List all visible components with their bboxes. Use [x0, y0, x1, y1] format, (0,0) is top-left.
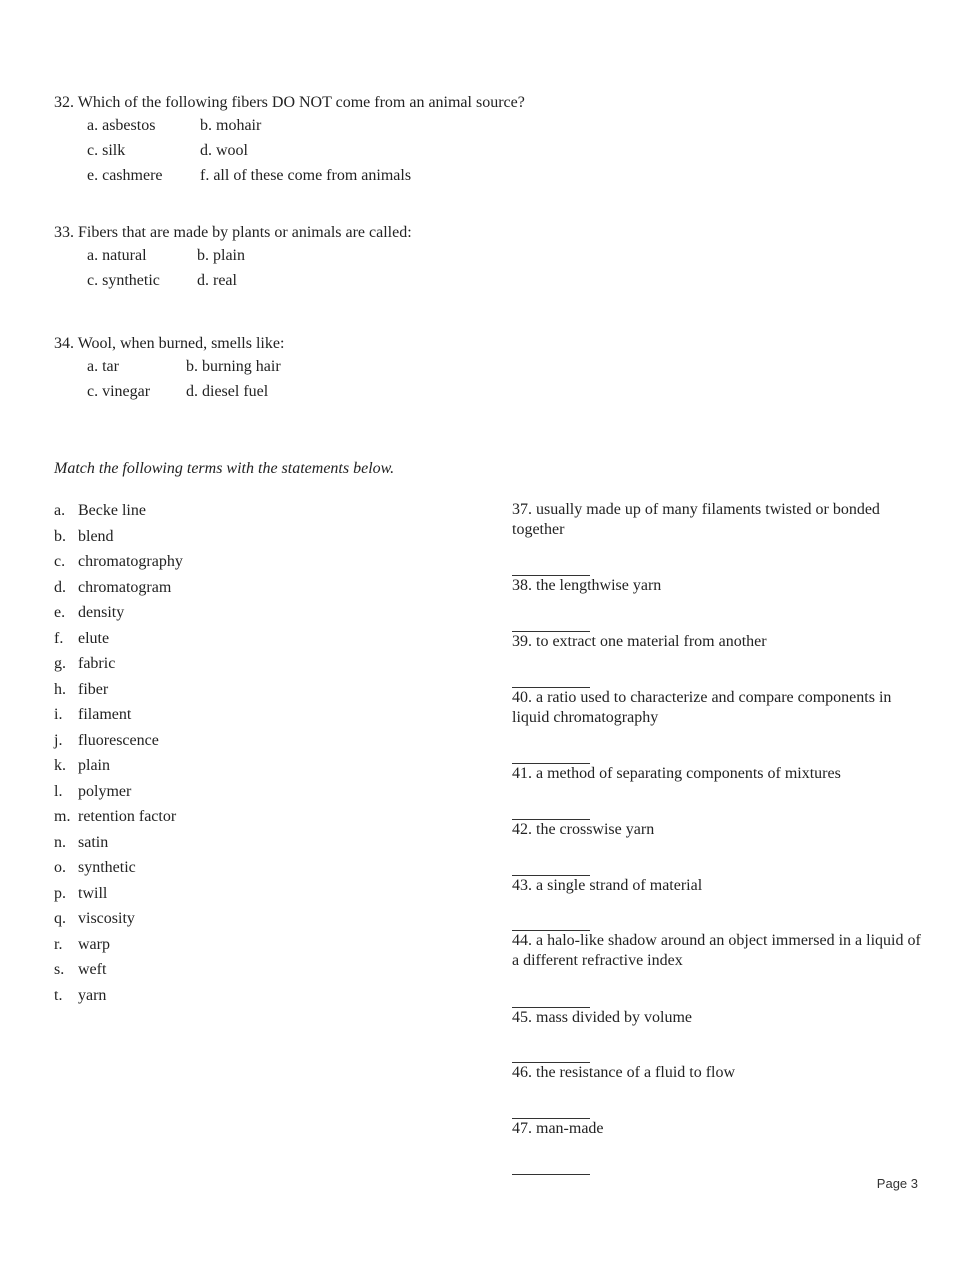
- statement-text: 40. a ratio used to characterize and compare components in liquid chromatography: [512, 688, 892, 726]
- term-item: [54, 779, 183, 805]
- statements-list: [512, 500, 922, 1175]
- term-word: viscosity: [78, 910, 135, 927]
- term-item: [54, 753, 183, 779]
- statement-item: [512, 500, 922, 576]
- term-letter: g.: [54, 655, 66, 672]
- option-d: d. diesel fuel: [186, 383, 269, 400]
- option-d: d. real: [197, 272, 237, 289]
- term-item: [54, 804, 183, 830]
- term-word: chromatography: [78, 553, 183, 570]
- term-letter: q.: [54, 910, 66, 927]
- term-item: [54, 549, 183, 575]
- term-letter: r.: [54, 935, 63, 953]
- option-b: b. mohair: [200, 117, 262, 134]
- term-word: filament: [78, 706, 132, 723]
- option-b: b. plain: [197, 247, 245, 264]
- statement-text: 38. the lengthwise yarn: [512, 577, 662, 595]
- term-item: [54, 575, 183, 601]
- statement-item: [512, 764, 922, 820]
- answer-options: [87, 243, 412, 293]
- question-33: [54, 223, 412, 293]
- term-word: satin: [78, 833, 109, 851]
- term-letter: i.: [54, 706, 63, 723]
- term-letter: o.: [54, 859, 66, 876]
- term-item: [54, 498, 183, 524]
- term-letter: j.: [54, 731, 63, 749]
- term-item: [54, 957, 183, 983]
- term-word: fiber: [78, 680, 109, 698]
- term-word: Becke line: [78, 502, 146, 519]
- term-word: chromatogram: [78, 578, 172, 596]
- term-word: synthetic: [78, 859, 136, 876]
- option-f: f. all of these come from animals: [200, 167, 412, 184]
- term-letter: p.: [54, 884, 66, 902]
- term-letter: t.: [54, 986, 63, 1004]
- term-item: [54, 881, 183, 907]
- term-item: [54, 677, 183, 703]
- option-a: a. tar: [87, 358, 119, 375]
- question-34: [54, 334, 284, 404]
- option-d: d. wool: [200, 142, 248, 159]
- statement-item: [512, 632, 922, 688]
- term-letter: f.: [54, 629, 64, 647]
- term-item: [54, 600, 183, 626]
- statement-item: [512, 1119, 922, 1175]
- term-letter: n.: [54, 833, 66, 851]
- term-item: [54, 524, 183, 550]
- term-word: density: [78, 604, 125, 621]
- statement-item: [512, 1008, 922, 1064]
- term-letter: h.: [54, 680, 66, 698]
- term-letter: e.: [54, 604, 66, 621]
- term-letter: k.: [54, 757, 66, 774]
- term-word: retention factor: [78, 808, 177, 825]
- statement-text: 45. mass divided by volume: [512, 1008, 692, 1026]
- term-word: fluorescence: [78, 731, 159, 749]
- statement-text: 37. usually made up of many filaments twisted or bonded together: [512, 501, 880, 538]
- option-c: c. silk: [87, 142, 126, 159]
- term-letter: l.: [54, 782, 63, 800]
- term-word: polymer: [78, 782, 132, 800]
- term-item: [54, 830, 183, 856]
- term-word: plain: [78, 757, 110, 774]
- term-item: [54, 906, 183, 932]
- option-c: c. synthetic: [87, 272, 160, 289]
- term-item: [54, 932, 183, 958]
- term-letter: d.: [54, 578, 66, 596]
- question-text: 32. Which of the following fibers DO NOT come from an animal source?: [54, 94, 525, 111]
- term-item: [54, 626, 183, 652]
- term-item: [54, 702, 183, 728]
- statement-text: 44. a halo-like shadow around an object immersed in a liquid of a different refractive index: [512, 932, 921, 970]
- term-item: [54, 855, 183, 881]
- term-letter: a.: [54, 502, 66, 519]
- term-item: [54, 651, 183, 677]
- option-e: e. cashmere: [87, 167, 163, 184]
- term-word: fabric: [78, 655, 116, 672]
- option-b: b. burning hair: [186, 358, 281, 375]
- term-item: [54, 728, 183, 754]
- statement-text: 42. the crosswise yarn: [512, 820, 655, 838]
- term-letter: s.: [54, 961, 65, 978]
- statement-text: 46. the resistance of a fluid to flow: [512, 1064, 736, 1082]
- statement-text: 39. to extract one material from another: [512, 632, 767, 650]
- statement-text: 47. man-made: [512, 1120, 604, 1138]
- option-c: c. vinegar: [87, 383, 151, 400]
- question-text: 34. Wool, when burned, smells like:: [54, 335, 285, 352]
- question-32: [54, 93, 525, 188]
- term-word: yarn: [78, 986, 107, 1004]
- term-word: twill: [78, 884, 108, 902]
- question-text: 33. Fibers that are made by plants or animals are called:: [54, 224, 412, 241]
- term-letter: c.: [54, 553, 66, 570]
- terms-list: [54, 498, 183, 1008]
- matching-instructions: Match the following terms with the statements below.: [54, 460, 395, 477]
- term-word: warp: [78, 935, 110, 953]
- answer-options: [87, 113, 525, 188]
- statement-text: 41. a method of separating components of mixtures: [512, 764, 841, 782]
- statement-item: [512, 876, 922, 932]
- statement-item: [512, 576, 922, 632]
- term-letter: m.: [54, 808, 71, 825]
- term-word: blend: [78, 527, 114, 545]
- statement-item: [512, 820, 922, 876]
- page-number: Page 3: [876, 1176, 918, 1191]
- term-word: weft: [78, 961, 107, 978]
- statement-item: [512, 931, 922, 1007]
- term-item: [54, 983, 183, 1009]
- statement-text: 43. a single strand of material: [512, 876, 703, 894]
- option-a: a. asbestos: [87, 117, 156, 134]
- term-word: elute: [78, 629, 110, 647]
- term-letter: b.: [54, 527, 66, 545]
- answer-blank[interactable]: [512, 1174, 590, 1175]
- option-a: a. natural: [87, 247, 147, 264]
- answer-options: [87, 354, 284, 404]
- statement-item: [512, 1063, 922, 1119]
- statement-item: [512, 688, 922, 764]
